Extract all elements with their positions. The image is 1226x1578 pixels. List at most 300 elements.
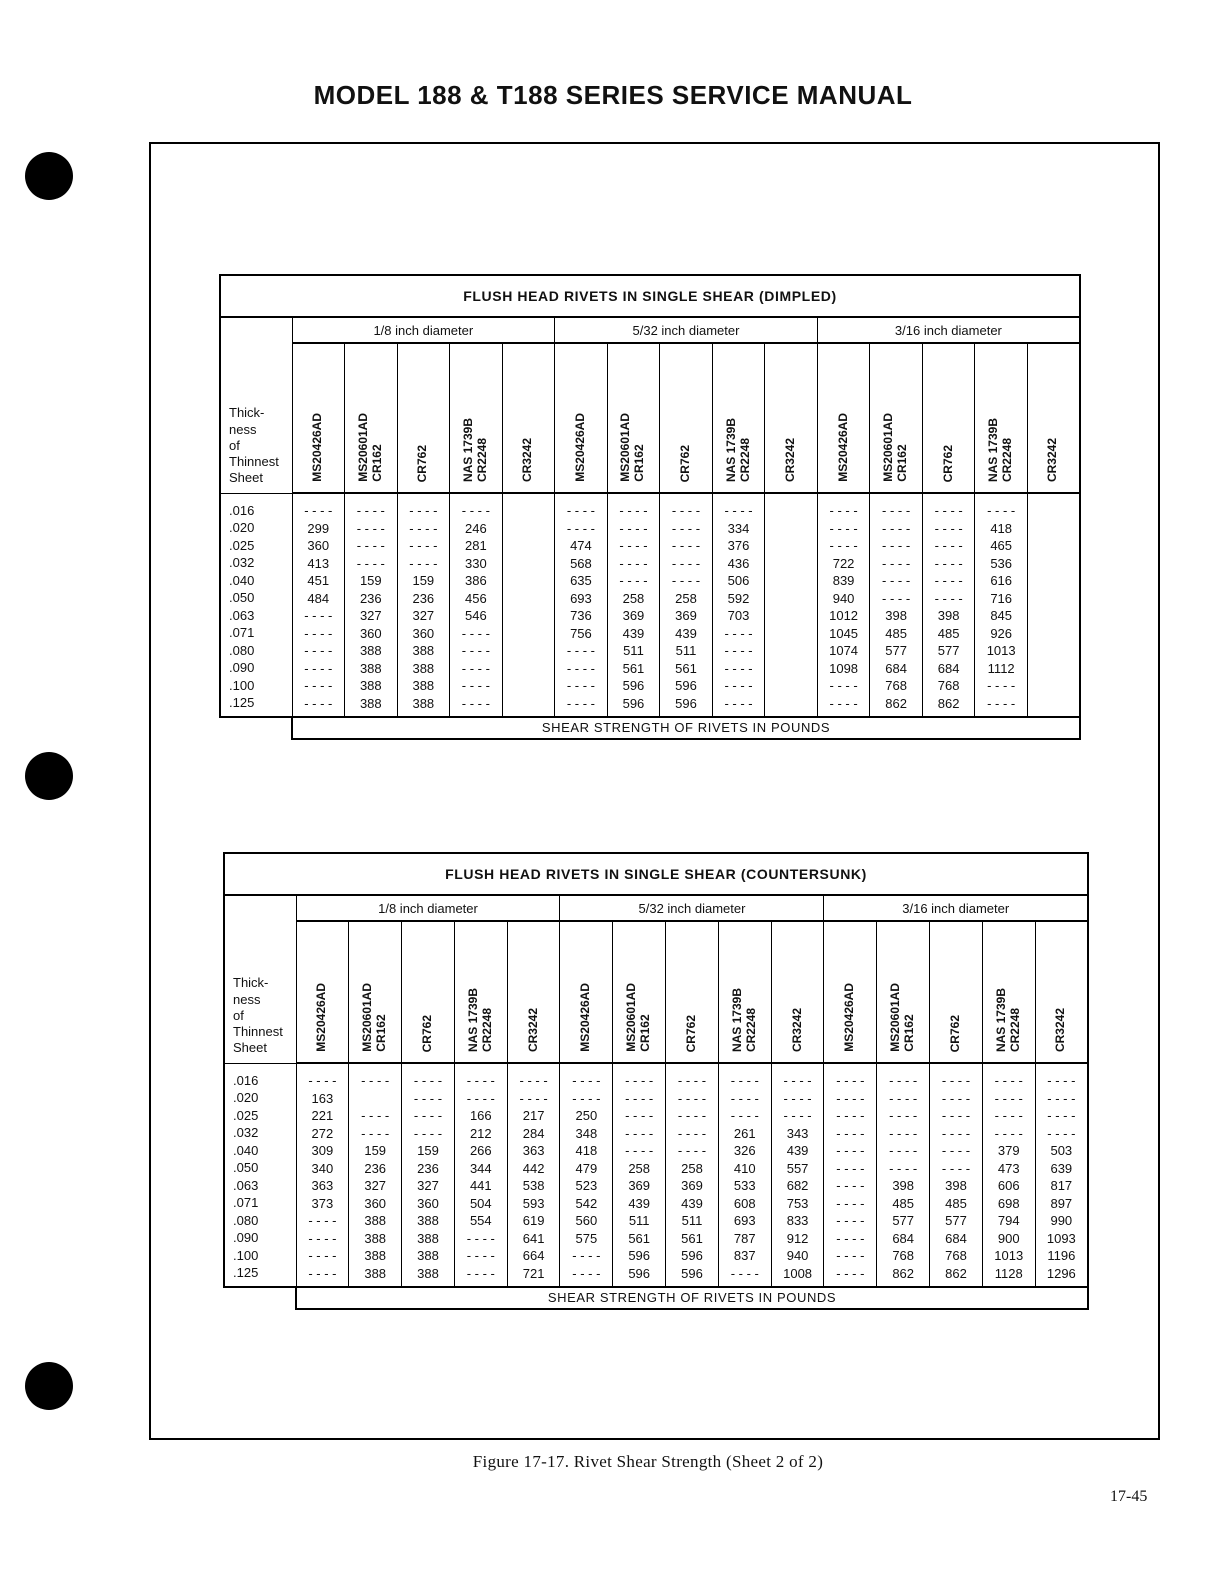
shear-value-cell: - - - - [413, 1090, 443, 1106]
shear-value-cell: 272 [311, 1125, 334, 1141]
shear-value-cell: 693 [570, 590, 592, 606]
shear-value-cell: 479 [575, 1160, 598, 1176]
shear-value-cell: 721 [522, 1265, 545, 1281]
rivet-type-label: CR162 [374, 1014, 389, 1052]
shear-value-cell: - - - - [356, 520, 385, 536]
shear-value-cell [765, 520, 817, 538]
shear-value-cell: - - - - [409, 503, 438, 518]
thickness-value: .071 [229, 625, 255, 640]
shear-value-cell: 538 [522, 1178, 545, 1193]
shear-value-cell: 641 [522, 1230, 545, 1246]
shear-value-cell: 794 [997, 1213, 1020, 1228]
binder-hole [25, 152, 73, 200]
shear-value-cell: - - - - [466, 1090, 495, 1106]
thickness-value: .016 [233, 1072, 259, 1088]
shear-value-cell: 990 [1050, 1213, 1073, 1228]
shear-value-cell: 1093 [1046, 1230, 1076, 1246]
shear-value-cell: 1296 [1046, 1265, 1076, 1281]
shear-value-cell: 684 [885, 660, 907, 676]
shear-value-cell [1028, 642, 1079, 660]
shear-value-cell: - - - - [1047, 1090, 1076, 1106]
shear-value-cell: 684 [937, 660, 960, 676]
rivet-type-header [817, 343, 870, 493]
shear-value-cell: 369 [628, 1178, 651, 1193]
shear-value-cell: 561 [622, 660, 645, 676]
shear-value-column [771, 1063, 824, 1287]
shear-value-cell [765, 537, 817, 555]
shear-value-cell: 1128 [994, 1265, 1023, 1281]
thickness-value: .125 [229, 695, 255, 710]
shear-value-cell: - - - - [566, 678, 595, 693]
shear-value-cell: - - - - [730, 1090, 759, 1106]
thickness-value: .040 [229, 572, 255, 588]
shear-value-cell: 568 [570, 555, 592, 571]
shear-value-cell: - - - - [724, 625, 753, 641]
shear-value-cell: 575 [575, 1230, 598, 1246]
shear-value-cell: 410 [733, 1160, 756, 1176]
shear-value-cell: - - - - [671, 538, 701, 553]
rivet-type-label: CR162 [902, 1014, 917, 1052]
shear-value-column [450, 493, 503, 717]
diameter-group-header: 3/16 inch diameter [824, 895, 1088, 921]
shear-value-cell [1028, 660, 1079, 678]
shear-value-cell: 284 [522, 1125, 545, 1141]
shear-value-cell: 557 [786, 1160, 809, 1176]
shear-value-cell: 326 [733, 1143, 756, 1158]
rivet-type-header [982, 921, 1035, 1063]
rivet-type-header [660, 343, 713, 493]
shear-value-cell: 561 [681, 1230, 703, 1246]
shear-value-cell: 250 [575, 1108, 598, 1123]
shear-value-cell: - - - - [461, 643, 490, 658]
shear-value-cell [765, 677, 817, 695]
shear-value-cell: 327 [364, 1178, 387, 1193]
shear-value-cell: 897 [1050, 1195, 1073, 1211]
shear-value-cell: 684 [945, 1230, 967, 1246]
shear-value-cell: - - - - [934, 503, 963, 518]
shear-value-cell: 348 [575, 1125, 598, 1141]
shear-value-cell: 736 [570, 608, 592, 623]
shear-value-cell: - - - - [724, 503, 753, 518]
shear-value-cell: - - - - [466, 1073, 495, 1088]
shear-value-cell: 596 [675, 678, 697, 693]
shear-value-cell: - - - - [519, 1073, 548, 1088]
shear-value-cell: 236 [364, 1160, 387, 1176]
shear-value-cell: 862 [885, 695, 907, 711]
shear-value-cell [503, 555, 555, 573]
shear-value-cell: 722 [832, 555, 855, 571]
shear-value-cell: 862 [937, 695, 960, 711]
rivet-type-label: CR3242 [1053, 1007, 1068, 1052]
rivet-type-header [450, 343, 503, 493]
shear-value-cell: 246 [465, 520, 487, 536]
rivet-type-header [1027, 343, 1080, 493]
shear-value-cell: - - - - [889, 1125, 918, 1141]
shear-value-cell: - - - - [304, 608, 333, 623]
shear-value-cell: 418 [575, 1143, 598, 1158]
shear-value-cell: 577 [885, 643, 907, 658]
rivet-type-label: CR762 [684, 1014, 699, 1052]
group-row [224, 895, 1088, 921]
shear-value-cell: - - - - [677, 1143, 707, 1158]
shear-value-cell [503, 537, 555, 555]
shear-value-cell: 388 [417, 1265, 439, 1281]
rivet-type-label: CR162 [895, 444, 910, 482]
rivet-type-header [718, 921, 771, 1063]
shear-value-cell: 593 [522, 1195, 545, 1211]
shear-value-cell: - - - - [1047, 1073, 1076, 1088]
shear-value-cell: 344 [469, 1160, 492, 1176]
shear-value-cell: - - - - [304, 503, 333, 518]
thickness-value: .090 [229, 660, 255, 675]
shear-value-cell: - - - - [836, 1178, 865, 1193]
shear-value-cell: 1008 [783, 1265, 813, 1281]
rivet-type-label: NAS 1739B [465, 987, 480, 1052]
rivet-type-label: MS20426AD [842, 983, 857, 1052]
rivet-type-label: CR2248 [1000, 437, 1015, 482]
rivet-type-header [292, 343, 345, 493]
thickness-value: .025 [233, 1107, 259, 1123]
shear-value-cell: 577 [937, 643, 960, 658]
rivet-type-label: CR2248 [474, 437, 489, 482]
rivet-type-label: MS20601AD [888, 983, 903, 1052]
shear-value-cell: - - - - [829, 695, 858, 711]
thickness-value: .032 [229, 555, 255, 570]
shear-value-cell: 398 [945, 1178, 967, 1193]
shear-value-cell: - - - - [836, 1230, 865, 1246]
rivet-type-header [502, 343, 555, 493]
shear-value-cell: 536 [990, 555, 1013, 571]
rivet-type-header [607, 343, 660, 493]
rivet-type-label: CR762 [940, 444, 955, 482]
shear-value-cell: 388 [412, 643, 435, 658]
rivet-type-label: CR762 [678, 444, 693, 482]
shear-value-cell: 560 [575, 1213, 598, 1228]
shear-value-cell: 682 [786, 1178, 809, 1193]
rivet-type-label: MS20601AD [360, 983, 375, 1052]
rivet-table [223, 852, 1089, 1288]
page-number: 17-45 [1110, 1488, 1148, 1505]
rivet-type-header [613, 921, 666, 1063]
shear-value-cell: - - - - [994, 1090, 1023, 1106]
shear-value-column [607, 493, 660, 717]
shear-value-cell [503, 520, 555, 538]
shear-value-column [555, 493, 608, 717]
shear-value-cell: - - - - [889, 1090, 918, 1106]
shear-value-cell: 561 [628, 1230, 651, 1246]
rivet-type-label: CR762 [948, 1014, 963, 1052]
shear-value-cell: - - - - [308, 1213, 337, 1228]
shear-value-cell [765, 590, 817, 608]
thickness-value: .063 [233, 1177, 259, 1193]
shear-value-cell: - - - - [677, 1108, 707, 1123]
shear-value-cell: 484 [307, 590, 330, 606]
thickness-header-line: Thick- [233, 975, 269, 991]
rivet-type-header [349, 921, 402, 1063]
shear-value-cell: 577 [892, 1213, 915, 1228]
shear-value-cell: 327 [417, 1178, 439, 1193]
shear-value-column [712, 493, 765, 717]
rivet-type-label: MS20601AD [618, 413, 633, 482]
shear-value-column [930, 1063, 983, 1287]
shear-value-cell: - - - - [361, 1073, 390, 1088]
shear-value-cell: - - - - [572, 1248, 601, 1263]
column-header-row [224, 921, 1088, 1063]
shear-value-cell: 266 [469, 1143, 492, 1158]
shear-value-cell: 596 [675, 695, 697, 711]
shear-value-cell: 236 [417, 1160, 439, 1176]
title-row [224, 853, 1088, 895]
shear-value-cell: - - - - [987, 678, 1016, 693]
thickness-header-line: Thinnest [229, 454, 279, 469]
shear-value-cell: - - - - [466, 1265, 495, 1281]
shear-value-cell [503, 642, 555, 660]
shear-value-cell: - - - - [836, 1143, 865, 1158]
shear-value-cell: - - - - [619, 538, 648, 553]
shear-value-cell: 561 [675, 660, 697, 676]
shear-value-cell: 768 [892, 1248, 915, 1263]
shear-value-cell: 511 [675, 643, 697, 658]
shear-value-cell: 163 [311, 1090, 334, 1106]
shear-value-cell [1028, 555, 1079, 573]
shear-value-cell: 159 [412, 573, 435, 588]
shear-value-cell: 456 [465, 590, 487, 606]
rivet-type-header [975, 343, 1028, 493]
figure-caption: Figure 17-17. Rivet Shear Strength (Sheet 2 of 2) [472, 1452, 824, 1471]
shear-value-cell: - - - - [361, 1108, 390, 1123]
shear-value-cell: 258 [622, 590, 645, 606]
dimpled-table-block [219, 274, 1081, 740]
shear-value-cell: 616 [990, 573, 1013, 588]
shear-value-cell: - - - - [519, 1090, 548, 1106]
rivet-type-label: NAS 1739B [723, 417, 738, 482]
shear-value-cell: 386 [465, 573, 487, 588]
diameter-group-header: 1/8 inch diameter [292, 317, 555, 343]
shear-value-cell: 474 [570, 538, 592, 553]
shear-value-cell: 596 [628, 1265, 651, 1281]
rivet-type-header [922, 343, 975, 493]
shear-value-cell: 398 [885, 608, 907, 623]
thickness-header-line: Thinnest [233, 1024, 283, 1039]
rivet-type-header [930, 921, 983, 1063]
shear-value-column [817, 493, 870, 717]
shear-value-cell [503, 607, 555, 625]
shear-value-cell: 388 [359, 678, 382, 693]
shear-value-cell: 533 [733, 1178, 756, 1193]
shear-value-cell: - - - - [934, 573, 963, 588]
shear-value-cell [1028, 590, 1079, 608]
shear-value-cell: 442 [522, 1160, 545, 1176]
shear-value-cell: 596 [628, 1248, 651, 1263]
shear-value-cell: - - - - [304, 678, 333, 693]
rivet-type-label: MS20601AD [881, 413, 896, 482]
diameter-group-header: 3/16 inch diameter [817, 317, 1080, 343]
shear-value-cell: - - - - [308, 1265, 337, 1281]
shear-value-cell [765, 695, 817, 713]
shear-value-cell: 912 [786, 1230, 809, 1246]
shear-value-cell: 439 [675, 625, 697, 641]
shear-value-cell: 1112 [987, 660, 1015, 676]
shear-value-cell: 1098 [829, 660, 859, 676]
shear-value-cell: 511 [681, 1213, 703, 1228]
table-title: FLUSH HEAD RIVETS IN SINGLE SHEAR (DIMPLED) [220, 275, 1080, 317]
rivet-type-label: CR3242 [520, 437, 535, 482]
shear-value-cell: 787 [733, 1230, 756, 1246]
shear-value-cell: 388 [359, 660, 382, 676]
shear-value-cell [503, 625, 555, 643]
shear-value-cell: - - - - [625, 1108, 654, 1123]
shear-value-cell: 596 [681, 1265, 703, 1281]
shear-value-cell: - - - - [304, 695, 333, 711]
binder-hole [25, 1362, 73, 1410]
shear-value-cell: 299 [307, 520, 330, 536]
shear-value-cell: - - - - [308, 1073, 337, 1088]
shear-value-cell: 360 [364, 1195, 387, 1211]
shear-value-cell: 837 [733, 1248, 756, 1263]
thickness-header-line: Sheet [229, 470, 263, 486]
shear-value-column [397, 493, 450, 717]
shear-value-cell: - - - - [987, 695, 1016, 711]
shear-value-cell: 159 [359, 573, 382, 588]
thickness-header-line: ness [233, 991, 261, 1007]
shear-value-column [345, 493, 398, 717]
shear-value-column [718, 1063, 771, 1287]
shear-value-column [292, 493, 345, 717]
shear-value-cell: 511 [628, 1213, 650, 1228]
shear-value-cell: 334 [727, 520, 750, 536]
shear-value-column [402, 1063, 455, 1287]
shear-value-cell: 1196 [1047, 1248, 1076, 1263]
shear-value-cell: 439 [681, 1195, 703, 1211]
shear-value-cell: 768 [885, 678, 907, 693]
shear-value-cell: - - - - [625, 1143, 654, 1158]
shear-value-cell: - - - - [461, 660, 490, 676]
shear-value-cell [1028, 625, 1079, 643]
shear-value-cell: - - - - [304, 643, 333, 658]
rivet-type-label: MS20426AD [578, 983, 593, 1052]
shear-value-cell: 166 [469, 1108, 492, 1123]
binder-hole [25, 752, 73, 800]
shear-value-cell: - - - - [619, 503, 648, 518]
shear-value-cell: 900 [997, 1230, 1020, 1246]
shear-value-cell: 506 [727, 573, 750, 588]
shear-value-cell: 1013 [986, 643, 1016, 658]
shear-value-cell: 388 [359, 695, 382, 711]
shear-value-cell: - - - - [409, 538, 438, 553]
shear-value-cell: - - - - [941, 1125, 971, 1141]
shear-value-cell: 388 [417, 1248, 439, 1263]
shear-value-cell: - - - - [461, 695, 490, 711]
shear-value-cell: 485 [945, 1195, 967, 1211]
shear-value-cell: - - - - [829, 520, 858, 536]
shear-value-cell [765, 642, 817, 660]
shear-value-column [507, 1063, 560, 1287]
shear-value-cell: 212 [469, 1125, 492, 1141]
shear-value-cell [765, 572, 817, 590]
rivet-type-header [1035, 921, 1088, 1063]
table-footer-caption: SHEAR STRENGTH OF RIVETS IN POUNDS [291, 718, 1081, 740]
rivet-type-label: CR3242 [783, 437, 798, 482]
shear-value-cell: 360 [359, 625, 382, 641]
shear-value-cell: 635 [570, 573, 592, 588]
shear-value-cell: 926 [990, 625, 1013, 641]
shear-value-cell: - - - - [361, 1125, 390, 1141]
shear-value-cell: 398 [892, 1178, 915, 1193]
shear-value-cell: 577 [945, 1213, 967, 1228]
thickness-value: .050 [229, 590, 255, 605]
shear-value-cell: 159 [364, 1143, 387, 1158]
shear-value-cell: - - - - [625, 1073, 654, 1088]
shear-value-cell: 756 [570, 625, 592, 641]
rivet-type-header [345, 343, 398, 493]
rivet-type-label: CR162 [369, 444, 384, 482]
title-row [220, 275, 1080, 317]
diameter-group-header: 1/8 inch diameter [296, 895, 560, 921]
shear-value-cell: - - - - [671, 573, 701, 588]
shear-value-cell: - - - - [941, 1090, 971, 1106]
thickness-value: .025 [229, 537, 255, 553]
shear-value-cell: - - - - [994, 1073, 1023, 1088]
shear-value-cell: 698 [997, 1195, 1020, 1211]
thickness-header-line: of [233, 1007, 244, 1023]
shear-value-cell: 258 [675, 590, 697, 606]
thickness-header [224, 895, 296, 1063]
shear-value-cell: - - - - [677, 1090, 707, 1106]
thickness-column [224, 1063, 296, 1287]
rivet-type-label: MS20426AD [310, 413, 325, 482]
shear-value-cell: - - - - [934, 538, 963, 553]
shear-value-cell: 309 [311, 1143, 334, 1158]
shear-value-cell: 388 [412, 695, 435, 711]
shear-value-cell: 413 [307, 555, 330, 571]
shear-value-column [560, 1063, 613, 1287]
shear-value-cell: 703 [727, 608, 750, 623]
thickness-value: .125 [233, 1265, 259, 1280]
shear-value-cell: 817 [1050, 1178, 1073, 1193]
thickness-value: .016 [229, 502, 255, 518]
shear-value-cell: 369 [622, 608, 645, 623]
shear-value-cell: - - - - [671, 503, 701, 518]
rivet-type-header [397, 343, 450, 493]
data-row [224, 1063, 1088, 1287]
shear-value-cell [765, 555, 817, 573]
thickness-header-line: Thick- [229, 405, 265, 421]
thickness-header [220, 317, 292, 493]
thickness-value: .100 [229, 677, 255, 693]
shear-value-cell: - - - - [619, 573, 648, 588]
shear-value-cell: - - - - [934, 555, 963, 571]
shear-value-cell: 373 [311, 1195, 334, 1211]
shear-value-cell: 1045 [829, 625, 859, 641]
shear-value-cell: 1013 [994, 1248, 1024, 1263]
shear-value-cell [503, 502, 555, 520]
shear-value-cell [503, 590, 555, 608]
rivet-type-label: CR2248 [743, 1007, 758, 1052]
rivet-type-header [870, 343, 923, 493]
shear-value-cell: - - - - [730, 1108, 759, 1123]
shear-value-cell: 360 [412, 625, 435, 641]
shear-value-cell: 862 [892, 1265, 915, 1281]
shear-value-cell [349, 1090, 401, 1108]
thickness-value: .100 [233, 1247, 259, 1263]
shear-value-cell [1028, 677, 1079, 695]
shear-value-cell: - - - - [889, 1108, 918, 1123]
shear-value-column [765, 493, 818, 717]
table-footer-caption: SHEAR STRENGTH OF RIVETS IN POUNDS [295, 1288, 1089, 1310]
shear-value-cell: - - - - [882, 573, 911, 588]
shear-value-cell: - - - - [566, 695, 595, 711]
shear-value-cell: 546 [465, 608, 487, 623]
